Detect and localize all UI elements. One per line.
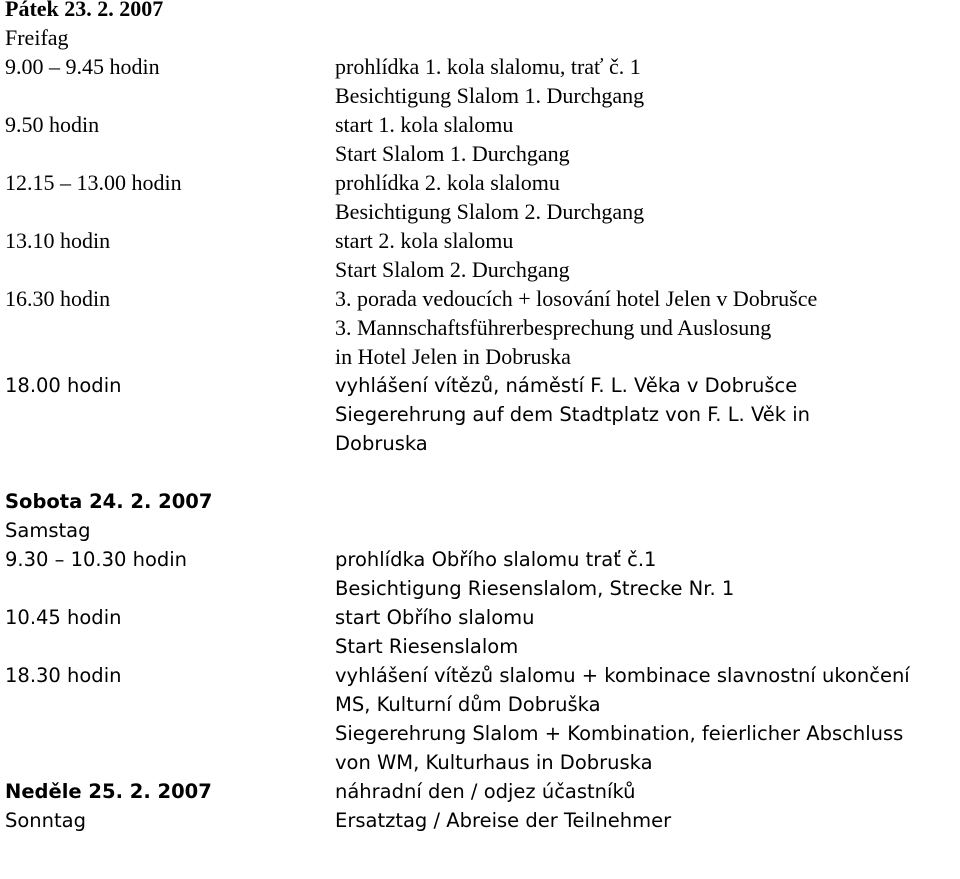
day-friday-awards (5, 371, 960, 487)
event-row (5, 777, 960, 835)
event-line-de: Dobruska (335, 432, 428, 455)
event-description (335, 661, 960, 777)
event-line-de: Start Slalom 1. Durchgang (335, 141, 570, 166)
schedule-page (5, 0, 960, 835)
event-line-de: Besichtigung Slalom 2. Durchgang (335, 199, 645, 224)
event-time: 13.10 hodin (5, 228, 111, 253)
event-description (335, 777, 960, 835)
spacer (5, 458, 960, 487)
event-row (5, 52, 960, 110)
day-heading (5, 777, 335, 835)
event-row (5, 661, 960, 777)
event-line-cz: start 1. kola slalomu (335, 112, 514, 137)
day-friday (5, 0, 960, 371)
event-line-de: Besichtigung Riesenslalom, Strecke Nr. 1 (335, 577, 735, 600)
event-line-de: Start Slalom 2. Durchgang (335, 257, 570, 282)
event-line-de: Start Riesenslalom (335, 635, 519, 658)
event-line-de: Siegerehrung Slalom + Kombination, feierlicher Abschluss (335, 722, 904, 745)
event-description (335, 284, 960, 371)
event-row (5, 603, 960, 661)
event-row (5, 371, 960, 458)
event-time: 16.30 hodin (5, 286, 111, 311)
event-time: 18.30 hodin (5, 664, 122, 687)
event-line-cz: 3. porada vedoucích + losování hotel Jelen v Dobrušce (335, 286, 818, 311)
event-time: 10.45 hodin (5, 606, 122, 629)
day-subtitle: Freifag (5, 25, 69, 50)
event-line-cz: start Obřího slalomu (335, 606, 535, 629)
day-saturday (5, 487, 960, 777)
event-description (335, 52, 960, 110)
event-description (335, 371, 960, 458)
event-description (335, 545, 960, 603)
event-line-de: von WM, Kulturhaus in Dobruska (335, 751, 653, 774)
event-line-de: 3. Mannschaftsführerbesprechung und Auslosung (335, 315, 772, 340)
day-subtitle: Samstag (5, 519, 91, 542)
event-line-de: Siegerehrung auf dem Stadtplatz von F. L. Věk in (335, 403, 811, 426)
event-line-cz: vyhlášení vítězů, náměstí F. L. Věka v Dobrušce (335, 374, 798, 397)
event-row (5, 226, 960, 284)
event-description (335, 603, 960, 661)
event-line-de: Besichtigung Slalom 1. Durchgang (335, 83, 645, 108)
event-line-de: Ersatztag / Abreise der Teilnehmer (335, 809, 672, 832)
event-line-cz: MS, Kulturní dům Dobruška (335, 693, 601, 716)
event-row (5, 110, 960, 168)
day-title: Pátek 23. 2. 2007 (5, 0, 164, 21)
event-line-cz: start 2. kola slalomu (335, 228, 514, 253)
event-line-cz: vyhlášení vítězů slalomu + kombinace slavnostní ukončení (335, 664, 910, 687)
event-line-cz: prohlídka Obřího slalomu trať č.1 (335, 548, 657, 571)
event-row (5, 284, 960, 371)
event-line-de: in Hotel Jelen in Dobruska (335, 344, 571, 369)
day-title: Sobota 24. 2. 2007 (5, 490, 213, 513)
event-description (335, 110, 960, 168)
event-time: 9.00 – 9.45 hodin (5, 54, 160, 79)
event-line-cz: prohlídka 1. kola slalomu, trať č. 1 (335, 54, 641, 79)
day-sunday (5, 777, 960, 835)
event-time: 9.50 hodin (5, 112, 100, 137)
day-title: Neděle 25. 2. 2007 (5, 780, 212, 803)
event-time: 18.00 hodin (5, 374, 122, 397)
event-time: 12.15 – 13.00 hodin (5, 170, 182, 195)
event-description (335, 226, 960, 284)
event-description (335, 168, 960, 226)
event-line-cz: prohlídka 2. kola slalomu (335, 170, 560, 195)
event-line-cz: náhradní den / odjez účastníků (335, 780, 636, 803)
event-row (5, 545, 960, 603)
day-subtitle: Sonntag (5, 809, 86, 832)
event-time: 9.30 – 10.30 hodin (5, 548, 188, 571)
event-row (5, 168, 960, 226)
